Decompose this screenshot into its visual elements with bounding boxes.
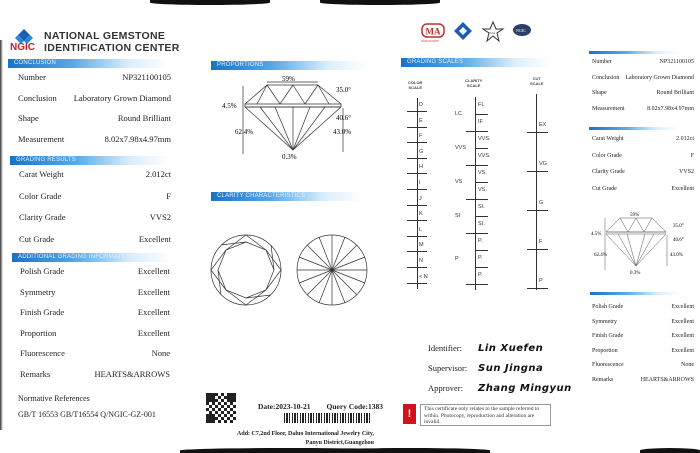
color-grade: < N	[419, 273, 428, 280]
table-percent: 59%	[282, 75, 295, 83]
row-label: Proportion	[20, 327, 57, 338]
row-value: 8.02x7.98x4.97mm	[647, 105, 694, 112]
svg-text:202019015087: 202019015087	[421, 39, 439, 43]
clarity-tick	[475, 114, 488, 115]
color-grade: I	[419, 180, 421, 186]
info-row	[592, 333, 694, 339]
color-grade: M	[419, 242, 424, 249]
info-row	[20, 369, 170, 379]
row-value: HEARTS&ARROWS	[94, 368, 170, 379]
clarity-scale-axis	[475, 97, 476, 290]
info-row	[592, 377, 694, 383]
clarity-tick	[475, 148, 488, 149]
row-value: Excellent	[671, 318, 694, 325]
page-shadow	[330, 448, 490, 453]
section-header-additional: ADDITIONAL GRADING INFORMATION	[12, 253, 172, 262]
row-label: Finish Grade	[592, 333, 624, 339]
summary-crown-angle: 35.0°	[673, 224, 684, 229]
row-value: VVS2	[149, 212, 171, 222]
row-value: Excellent	[137, 286, 170, 297]
info-row	[19, 169, 171, 179]
cut-grade: G	[539, 200, 544, 206]
row-value: Round Brilliant	[117, 113, 171, 123]
row-label: Remarks	[592, 376, 614, 383]
notice-text: This certificate only relates to the sample referred to within. Photocopy, reproduction and alteration are invalid.	[420, 404, 551, 426]
info-row	[592, 136, 694, 142]
row-label: Measurement	[592, 105, 625, 112]
info-row	[592, 106, 694, 112]
cut-tick	[527, 171, 548, 172]
pavilion-depth: 43.0%	[333, 128, 352, 136]
signature-label: Approver:	[428, 383, 463, 393]
clarity-group: SI	[455, 213, 461, 219]
info-row	[19, 212, 171, 222]
row-label: Shape	[18, 113, 39, 123]
cut-grade: P	[539, 278, 543, 284]
color-tick	[407, 142, 427, 143]
summary-pavilion-depth: 43.0%	[670, 253, 683, 258]
org-name-line2: IDENTIFICATION CENTER	[44, 42, 180, 54]
row-value: HEARTS&ARROWS	[640, 376, 694, 383]
row-value: Excellent	[671, 185, 694, 192]
row-value: 2.012ct	[676, 136, 694, 142]
info-row	[20, 266, 170, 276]
clarity-plot-diagrams	[208, 232, 388, 332]
ngic-mark-icon	[454, 22, 472, 40]
signature-row	[428, 343, 543, 354]
clarity-tick	[475, 216, 488, 217]
row-label: Number	[592, 59, 612, 65]
row-label: Measurement	[18, 133, 65, 144]
cut-tick	[527, 249, 548, 250]
address-line1: Add: C7,2nd Floor, Daluo International Jewelry City,	[237, 431, 374, 437]
normative-references-text: GB/T 16553 GB/T16554 Q/NGIC-GZ-001	[18, 410, 156, 419]
cut-tick	[527, 132, 548, 133]
color-tick	[407, 236, 427, 237]
section-header-conclusion: CONCLUSION	[8, 59, 168, 68]
info-row	[592, 304, 694, 310]
color-grade: L	[419, 226, 423, 233]
row-value: None	[151, 348, 170, 358]
row-label: Color Grade	[592, 152, 622, 159]
summary-divider	[590, 292, 680, 295]
summary-culet: 0.3%	[630, 271, 641, 276]
accreditation-badges	[420, 20, 540, 48]
svg-text:MA: MA	[425, 26, 441, 37]
clarity-group-tick	[466, 165, 488, 166]
info-row	[19, 234, 171, 244]
clarity-group: VS	[455, 179, 463, 185]
cut-grade: VG	[539, 161, 547, 167]
star-badge-icon	[483, 22, 503, 41]
info-row	[592, 319, 694, 325]
row-label: Color Grade	[19, 190, 62, 201]
row-value: None	[681, 362, 694, 368]
summary-total-depth: 62.4%	[594, 253, 607, 258]
proportions-diagram	[205, 72, 355, 162]
oval-badge-icon	[513, 24, 531, 36]
row-label: Polish Grade	[20, 266, 65, 276]
cma-badge-icon	[421, 24, 444, 43]
certificate-notice	[403, 404, 551, 426]
info-row	[592, 90, 694, 96]
signature-row	[428, 383, 572, 394]
clarity-group: P	[455, 255, 459, 262]
row-value: Laboratory Grown Diamond	[73, 92, 171, 103]
section-header-clarity-characteristics: CLARITY CHARACTERISTICS	[211, 192, 361, 201]
clarity-grade: IF	[478, 119, 483, 125]
color-tick	[407, 127, 427, 128]
summary-table: 59%	[630, 213, 640, 218]
row-value: Excellent	[671, 333, 694, 339]
cut-tick	[527, 210, 548, 211]
color-grade: K	[419, 211, 423, 218]
signature-name: Lin Xuefen	[478, 343, 544, 354]
row-value: Round Brilliant	[656, 90, 694, 96]
clarity-grade: VVS.	[478, 153, 491, 159]
info-row	[592, 362, 694, 368]
svg-text:NGIC: NGIC	[516, 28, 526, 33]
row-label: Polish Grade	[592, 304, 624, 310]
row-value: Excellent	[671, 304, 694, 310]
cut-grade: F	[539, 239, 543, 245]
warning-icon: !	[403, 404, 416, 424]
cut-scale-header: CUT SCALE	[530, 76, 544, 86]
page-shadow	[320, 0, 440, 5]
row-value: F	[690, 152, 694, 159]
summary-divider	[589, 127, 679, 130]
color-tick	[407, 173, 427, 174]
row-value: 2.012ct	[145, 169, 171, 179]
info-row	[20, 348, 170, 358]
info-row	[592, 186, 694, 192]
barcode	[284, 413, 370, 423]
clarity-group-tick	[466, 131, 488, 132]
info-row	[18, 113, 171, 123]
row-label: Proportion	[592, 347, 618, 354]
info-row	[592, 59, 694, 65]
qr-code[interactable]	[206, 393, 236, 423]
summary-divider	[589, 51, 679, 54]
row-value: F	[166, 190, 171, 201]
ngic-logo	[10, 28, 180, 56]
info-row	[592, 153, 694, 159]
crown-angle: 35.0°	[336, 86, 352, 94]
color-grade: D	[419, 102, 423, 108]
row-label: Cut Grade	[19, 233, 55, 244]
page-shadow	[0, 40, 3, 430]
org-name-line1: NATIONAL GEMSTONE	[44, 30, 166, 42]
color-tick	[407, 111, 427, 112]
color-tick	[407, 220, 427, 221]
color-grade: N	[419, 258, 423, 264]
color-tick	[407, 158, 427, 159]
info-row	[19, 191, 171, 201]
info-row	[592, 169, 694, 175]
row-label: Symmetry	[592, 318, 617, 325]
clarity-group-tick	[466, 199, 488, 200]
row-value: Excellent	[671, 347, 694, 354]
cut-tick	[527, 288, 548, 289]
clarity-grade: FL	[478, 102, 485, 108]
ngic-diamond-icon	[10, 28, 38, 56]
row-value: Excellent	[137, 307, 170, 317]
clarity-group-tick	[466, 284, 488, 285]
clarity-group-tick	[466, 233, 488, 234]
row-value: Excellent	[137, 327, 170, 338]
info-row	[18, 134, 171, 144]
section-header-proportions: PROPORTIONS	[211, 61, 366, 70]
lab-address	[218, 430, 374, 448]
clarity-grade: VS.	[478, 187, 487, 193]
color-tick	[407, 283, 427, 284]
info-row	[20, 307, 170, 317]
row-label: Clarity Grade	[592, 169, 625, 175]
crown-view-diagram	[211, 235, 281, 305]
pavilion-view-diagram	[297, 235, 367, 305]
clarity-tick	[475, 182, 488, 183]
clarity-grade: SI.	[478, 204, 485, 210]
info-row	[592, 348, 694, 354]
row-label: Clarity Grade	[19, 212, 66, 222]
signature-label: Supervisor:	[428, 363, 468, 373]
color-scale-header: COLOR SCALE	[408, 80, 423, 90]
clarity-grade: P.	[478, 238, 483, 244]
address-line2: Panyu District,Guangzhou	[305, 440, 374, 446]
row-value: Laboratory Grown Diamond	[625, 74, 694, 81]
summary-girdle: 4.5%	[591, 232, 602, 237]
color-grade: E	[419, 117, 423, 124]
color-tick	[407, 189, 427, 190]
report-date: Date:2023-10-21	[258, 402, 311, 411]
signature-label: Identifier:	[428, 343, 462, 353]
row-value: 8.02x7.98x4.97mm	[104, 133, 171, 144]
clarity-grade: VS.	[478, 170, 487, 176]
cut-scale-axis	[536, 94, 537, 290]
row-label: Finish Grade	[20, 307, 65, 317]
section-header-grading-scales: GRADING SCALES	[401, 58, 551, 67]
row-label: Cut Grade	[592, 185, 617, 192]
clarity-grade: P.	[478, 255, 483, 261]
row-label: Carat Weight	[19, 169, 64, 179]
color-tick	[407, 251, 427, 252]
clarity-tick	[475, 267, 488, 268]
summary-proportions-diagram	[590, 208, 700, 278]
info-row	[592, 75, 694, 81]
summary-pavilion-angle: 40.6°	[673, 238, 684, 243]
color-tick	[407, 205, 427, 206]
pavilion-angle: 40.6°	[336, 114, 352, 122]
row-label: Symmetry	[20, 286, 56, 297]
culet-percent: 0.3%	[282, 153, 297, 161]
row-label: Fluorescence	[592, 362, 624, 368]
cut-grade: EX	[539, 122, 547, 128]
row-label: Number	[18, 72, 46, 82]
row-label: Fluorescence	[20, 348, 65, 358]
signature-name: Sun Jingna	[478, 363, 544, 374]
info-row	[20, 328, 170, 338]
info-row	[20, 287, 170, 297]
signature-name: Zhang Mingyun	[478, 383, 572, 394]
clarity-tick	[475, 250, 488, 251]
clarity-group: VVS	[455, 145, 467, 151]
row-label: Conclusion	[592, 74, 620, 81]
row-value: Excellent	[137, 266, 170, 276]
color-grade: J	[419, 195, 422, 202]
page-shadow	[640, 448, 700, 453]
color-grade: H	[419, 164, 423, 171]
row-value: VVS2	[678, 169, 694, 175]
section-header-grading-results: GRADING RESULTS	[10, 156, 170, 165]
info-row	[18, 72, 171, 82]
clarity-grade: SI.	[478, 221, 485, 227]
info-row	[18, 93, 171, 103]
row-value: NP321100105	[122, 72, 171, 82]
ngic-abbr: NGIC	[10, 42, 35, 53]
row-label: Shape	[592, 90, 607, 96]
clarity-grade: VVS.	[478, 136, 491, 142]
normative-references-title: Normative References	[18, 394, 90, 403]
row-value: Excellent	[138, 233, 171, 244]
total-depth: 62.4%	[235, 128, 254, 136]
clarity-grade: P.	[478, 272, 483, 278]
row-label: Conclusion	[18, 92, 57, 103]
row-value: NP321100105	[659, 59, 694, 65]
clarity-scale-header: CLARITY SCALE	[465, 78, 483, 88]
color-grade: G	[419, 148, 424, 155]
row-label: Carat Weight	[592, 136, 624, 142]
color-grade: F	[419, 133, 423, 140]
row-label: Remarks	[20, 368, 51, 379]
query-code: Query Code:1383	[326, 402, 383, 411]
color-tick	[407, 267, 427, 268]
page-shadow	[150, 0, 270, 5]
svg-text:SJA: SJA	[489, 31, 496, 35]
girdle-percent: 4.5%	[222, 102, 237, 110]
signature-row	[428, 363, 543, 374]
clarity-group: LC	[455, 111, 463, 117]
